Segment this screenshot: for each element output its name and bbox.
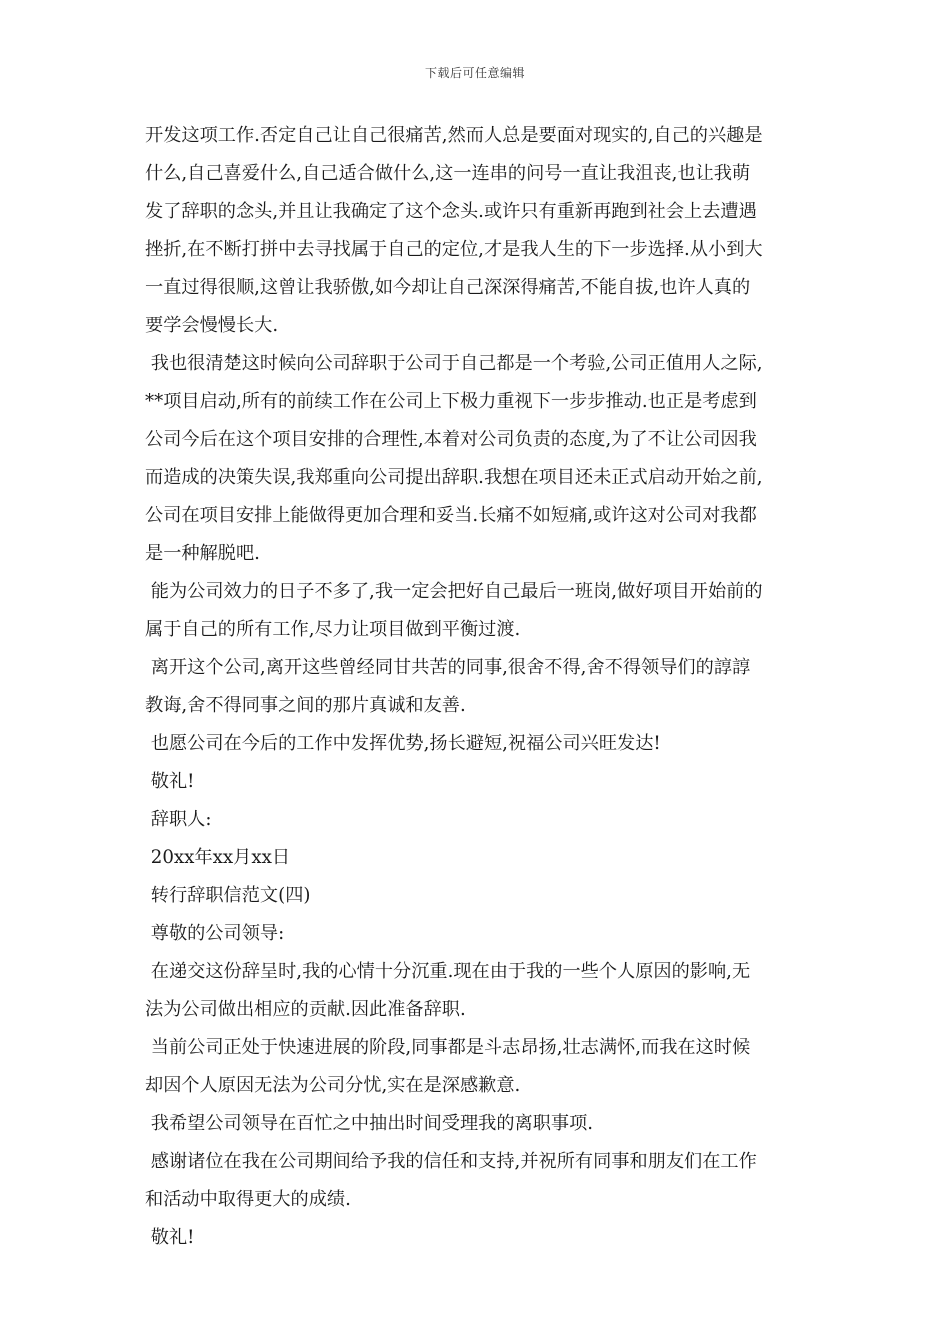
text-line: 属于自己的所有工作,尽力让项目做到平衡过渡. xyxy=(145,619,521,640)
text-line: 公司在项目安排上能做得更加合理和妥当.长痛不如短痛,或许这对公司对我都 xyxy=(145,505,757,526)
text-line: 要学会慢慢长大. xyxy=(145,315,279,336)
page-header: 下载后可任意编辑 xyxy=(424,66,525,80)
text-line: 在递交这份辞呈时,我的心情十分沉重.现在由于我的一些个人原因的影响,无 xyxy=(145,961,751,982)
text-line: 而造成的决策失误,我郑重向公司提出辞职.我想在项目还未正式启动开始之前, xyxy=(145,467,763,488)
text-line: 发了辞职的念头,并且让我确定了这个念头.或许只有重新再跑到社会上去遭遇 xyxy=(145,201,757,222)
text-line: 当前公司正处于快速进展的阶段,同事都是斗志昂扬,壮志满怀,而我在这时候 xyxy=(145,1037,751,1058)
text-line: 和活动中取得更大的成绩. xyxy=(145,1189,351,1210)
document-body xyxy=(145,117,809,1257)
text-line: 敬礼! xyxy=(145,771,195,792)
text-line: 什么,自己喜爱什么,自己适合做什么,这一连串的问号一直让我沮丧,也让我萌 xyxy=(145,163,751,184)
text-line: 我希望公司领导在百忙之中抽出时间受理我的离职事项. xyxy=(145,1113,594,1134)
text-line: 教诲,舍不得同事之间的那片真诚和友善. xyxy=(145,695,466,716)
text-line: 法为公司做出相应的贡献.因此准备辞职. xyxy=(145,999,466,1020)
text-line: 开发这项工作.否定自己让自己很痛苦,然而人总是要面对现实的,自己的兴趣是 xyxy=(145,125,763,146)
text-line: 一直过得很顺,这曾让我骄傲,如今却让自己深深得痛苦,不能自拔,也许人真的 xyxy=(145,277,751,298)
text-line: 是一种解脱吧. xyxy=(145,543,260,564)
text-line: 转行辞职信范文(四) xyxy=(145,885,311,906)
text-line: 感谢诸位在我在公司期间给予我的信任和支持,并祝所有同事和朋友们在工作 xyxy=(145,1151,757,1172)
text-line: **项目启动,所有的前续工作在公司上下极力重视下一步步推动.也正是考虑到 xyxy=(145,391,757,412)
text-line: 能为公司效力的日子不多了,我一定会把好自己最后一班岗,做好项目开始前的 xyxy=(145,581,763,602)
text-line: 敬礼! xyxy=(145,1227,195,1248)
text-line: 尊敬的公司领导: xyxy=(145,923,285,944)
text-line: 挫折,在不断打拼中去寻找属于自己的定位,才是我人生的下一步选择.从小到大 xyxy=(145,239,763,260)
text-line: 辞职人: xyxy=(145,809,212,830)
text-line: 我也很清楚这时候向公司辞职于公司于自己都是一个考验,公司正值用人之际, xyxy=(145,353,763,374)
text-line: 也愿公司在今后的工作中发挥优势,扬长避短,祝福公司兴旺发达! xyxy=(145,733,661,754)
text-line: 却因个人原因无法为公司分忧,实在是深感歉意. xyxy=(145,1075,521,1096)
text-line: 离开这个公司,离开这些曾经同甘共苦的同事,很舍不得,舍不得领导们的諄諄 xyxy=(145,657,751,678)
text-line: 公司今后在这个项目安排的合理性,本着对公司负责的态度,为了不让公司因我 xyxy=(145,429,757,450)
text-line: 20xx年xx月xx日 xyxy=(145,847,291,868)
